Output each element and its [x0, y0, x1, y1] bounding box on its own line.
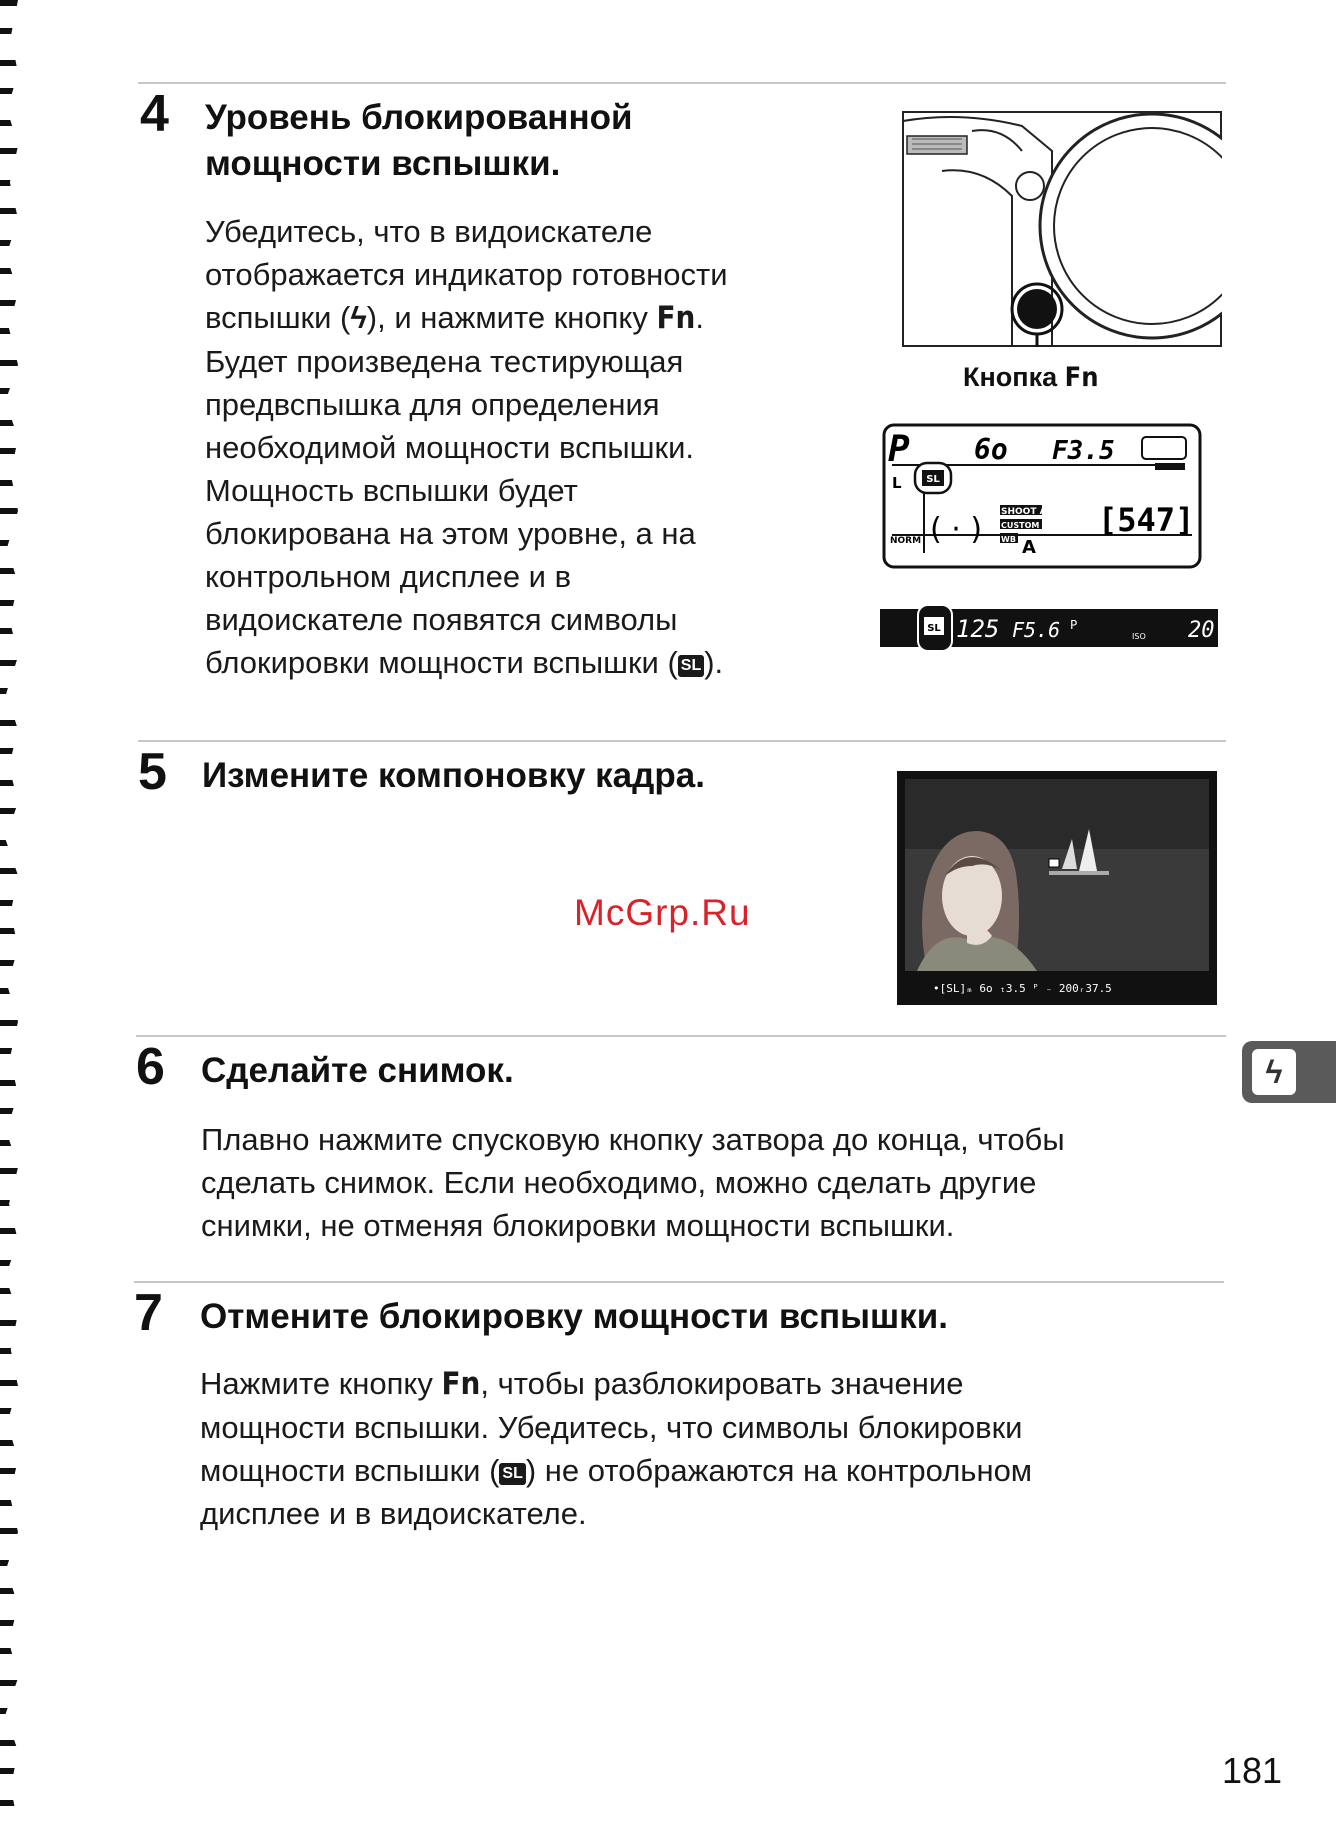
step-7-line: мощности вспышки ( — [200, 1453, 500, 1488]
divider-step-7 — [134, 1281, 1224, 1283]
flash-chapter-icon — [1252, 1049, 1296, 1095]
step-7-line: Нажмите кнопку — [200, 1366, 442, 1401]
vf-sl: SL — [927, 623, 941, 634]
step-4-line: вспышки ( — [205, 300, 351, 335]
step-7-title: Отмените блокировку мощности вспышки. — [200, 1297, 948, 1336]
step-5-title: Измените компоновку кадра. — [202, 756, 705, 795]
step-7-number: 7 — [134, 1284, 163, 1342]
step-7-line: дисплее и в видоискателе. — [200, 1496, 587, 1531]
step-4-line: отображается индикатор готовности — [205, 257, 728, 292]
step-4-line: ), и нажмите кнопку — [366, 300, 657, 335]
step-6-line: сделать снимок. Если необходимо, можно сделать другие — [201, 1165, 1037, 1200]
photo-drawing — [897, 771, 1217, 1005]
caption-fn: Fn — [1064, 362, 1099, 393]
lcd-wb-value: A — [1022, 537, 1036, 558]
step-6-body — [201, 1118, 1201, 1247]
vf-count: 20 — [1188, 618, 1215, 643]
flash-lock-icon: SL — [499, 1463, 525, 1485]
step-4-line: Будет произведена тестирующая — [205, 344, 684, 379]
camera-drawing — [902, 111, 1222, 347]
vf-p: P — [1070, 618, 1078, 632]
fn-button-caption — [963, 362, 1099, 393]
step-6-title: Сделайте снимок. — [201, 1051, 514, 1090]
step-4-line: видоискателе появятся символы — [205, 602, 678, 637]
watermark: McGrp.Ru — [574, 892, 751, 933]
fn-button-label: Fn — [441, 1366, 481, 1402]
step-4-title — [205, 95, 633, 187]
step-7-line: ) не отображаются на контрольном — [525, 1453, 1033, 1488]
lcd-frame-count: [547] — [1098, 501, 1195, 539]
lcd-mode: P — [888, 429, 910, 470]
divider-step-5 — [138, 740, 1226, 742]
step-6-line: Плавно нажмите спусковую кнопку затвора до конца, чтобы — [201, 1122, 1065, 1157]
lcd-iso-side: L — [892, 474, 902, 492]
binding-edge — [0, 0, 18, 1824]
divider-step-4 — [138, 82, 1226, 84]
page-number: 181 — [1222, 1750, 1283, 1791]
viewfinder-drawing — [880, 605, 1218, 651]
step-7-body — [200, 1362, 1210, 1535]
step-4-line: . — [695, 300, 704, 335]
viewfinder-info-strip — [880, 605, 1218, 651]
lcd-wb: WB — [1001, 535, 1016, 544]
vf-aperture: F5.6 — [1012, 618, 1061, 642]
caption-text: Кнопка — [963, 362, 1065, 392]
step-4-title-line2: мощности вспышки. — [205, 144, 561, 183]
vf-shutter: 125 — [956, 615, 1000, 643]
divider-step-6 — [136, 1035, 1226, 1037]
recompose-photo — [897, 771, 1217, 1005]
lcd-focus-brackets: ( · ) — [930, 512, 983, 547]
step-4-line: Мощность вспышки будет — [205, 473, 578, 508]
fn-button-label: Fn — [656, 300, 696, 336]
photo-info-strip: •[SL]ₘ 6o ₜ3.5 ᴾ ₋ 200ᵣ37.5 — [933, 982, 1112, 995]
step-4-number: 4 — [140, 85, 169, 143]
chapter-tab — [1242, 1041, 1336, 1103]
step-4-body — [205, 210, 845, 684]
step-4-line: блокировки мощности вспышки ( — [205, 645, 678, 680]
step-7-line: мощности вспышки. Убедитесь, что символы блокировки — [200, 1410, 1023, 1445]
flash-ready-icon: ϟ — [350, 300, 367, 335]
lcd-aperture: F3.5 — [1052, 436, 1115, 466]
lcd-sl-badge: SL — [926, 474, 940, 485]
lcd-custom: CUSTOM A — [1001, 521, 1049, 530]
control-panel-lcd — [882, 423, 1202, 569]
lcd-shoot: SHOOT A — [1001, 507, 1047, 517]
step-4-line: Убедитесь, что в видоискателе — [205, 214, 653, 249]
flash-icon: ϟ — [1265, 1053, 1283, 1090]
step-4-line: контрольном дисплее и в — [205, 559, 572, 594]
vf-iso: ISO — [1132, 632, 1146, 641]
lcd-shutter: 6o — [974, 433, 1008, 466]
step-4-line: ). — [704, 645, 724, 680]
step-5-number: 5 — [138, 743, 167, 801]
camera-front-illustration — [902, 111, 1222, 347]
flash-lock-icon: SL — [678, 655, 704, 677]
step-4-line: блокирована на этом уровне, а на — [205, 516, 696, 551]
step-6-line: снимки, не отменяя блокировки мощности вспышки. — [201, 1208, 955, 1243]
lcd-norm: NORM — [890, 536, 922, 546]
step-6-number: 6 — [136, 1038, 165, 1096]
step-4-title-line1: Уровень блокированной — [205, 98, 633, 137]
lcd-drawing — [882, 423, 1202, 569]
step-4-line: необходимой мощности вспышки. — [205, 430, 695, 465]
step-4-line: предвспышка для определения — [205, 387, 660, 422]
step-7-line: , чтобы разблокировать значение — [480, 1366, 964, 1401]
